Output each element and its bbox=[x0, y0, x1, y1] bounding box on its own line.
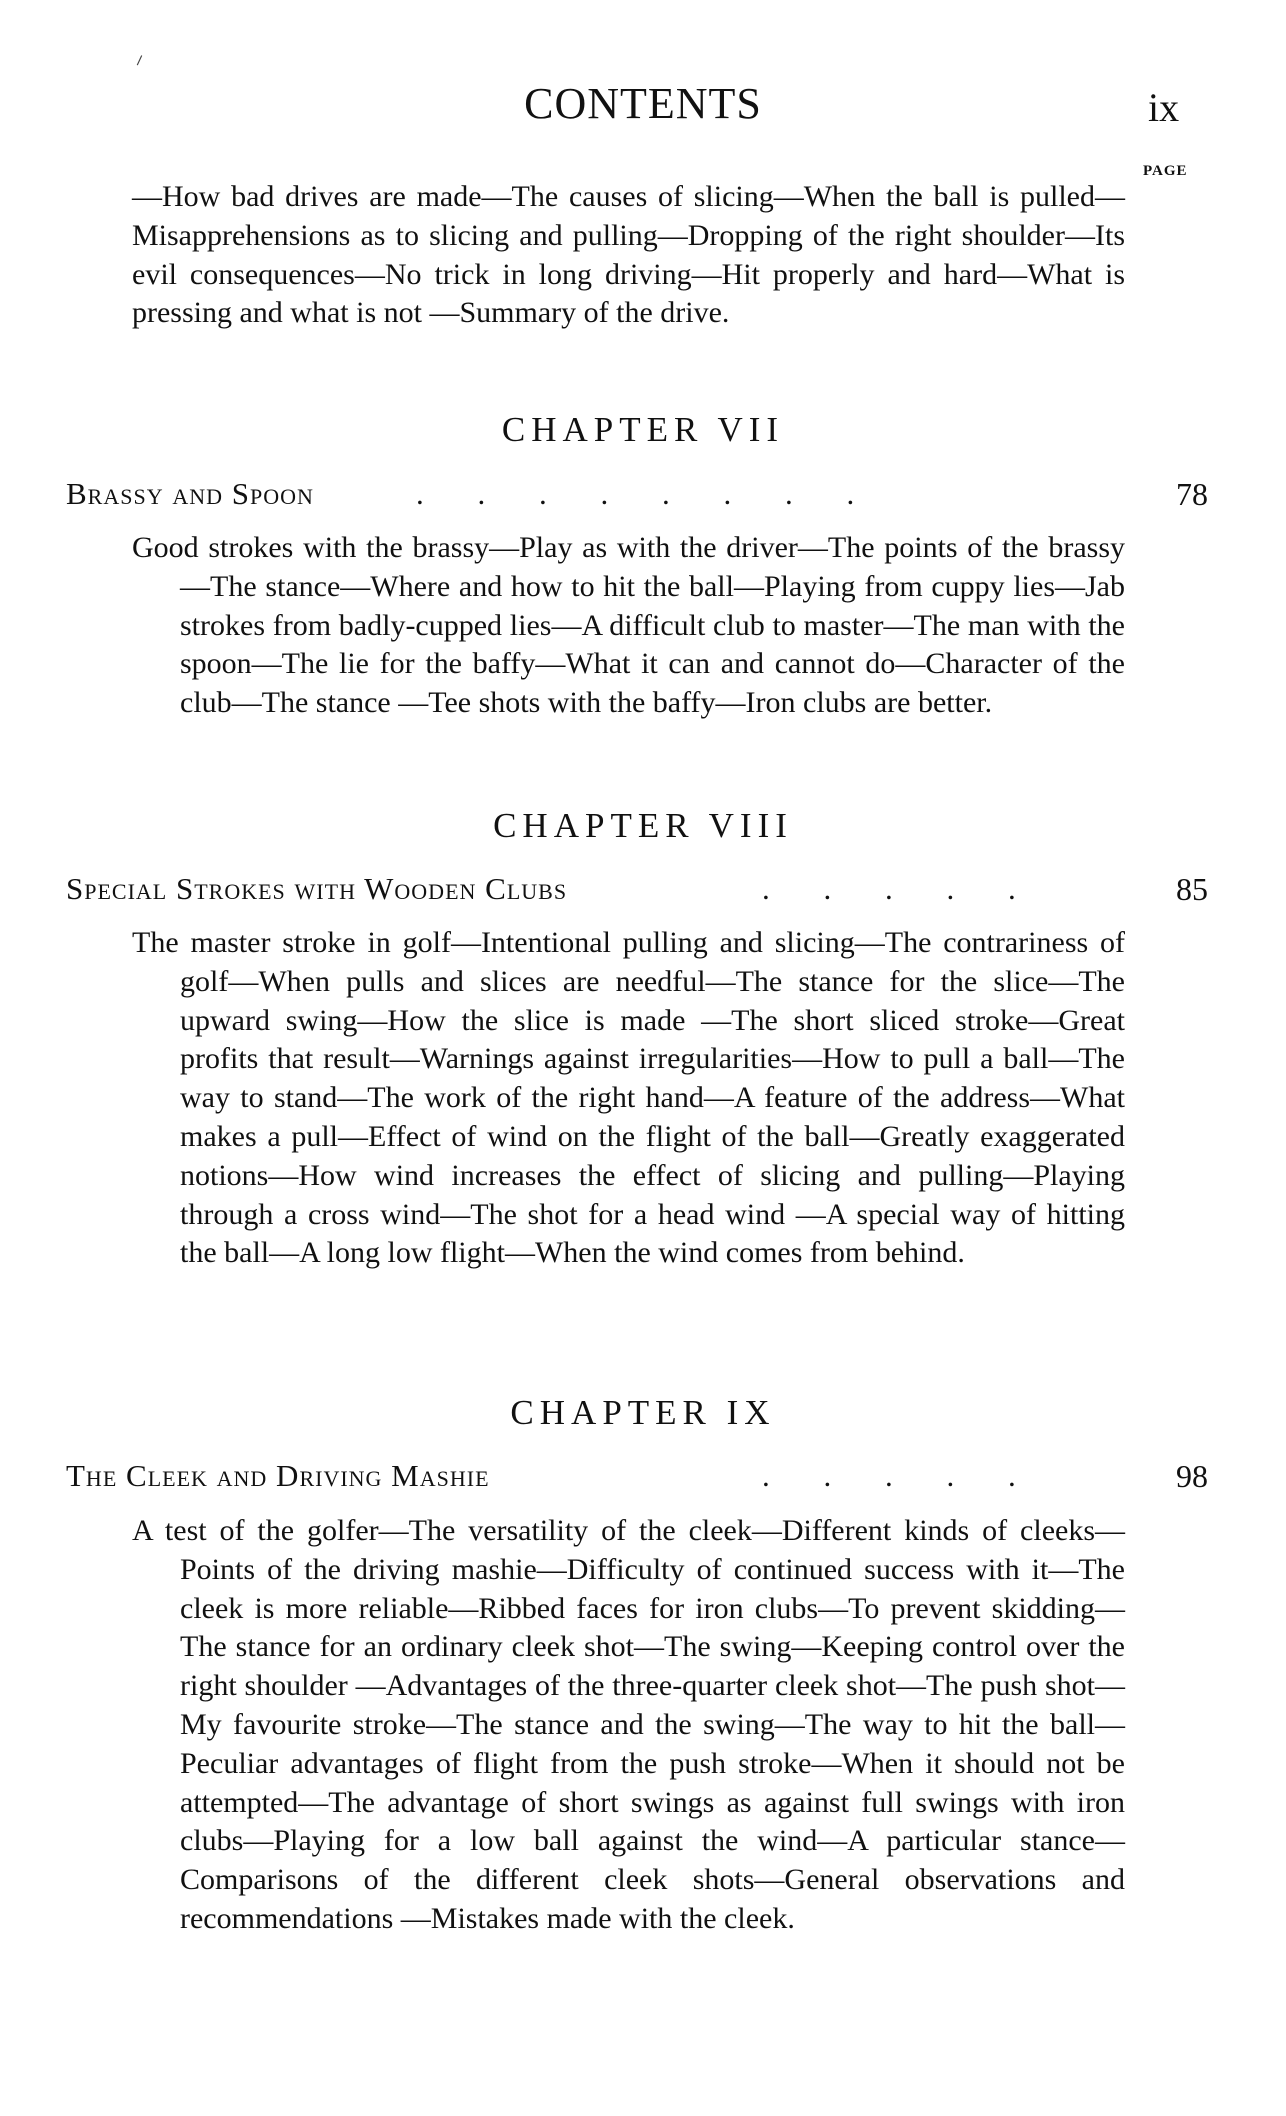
chapter-heading: CHAPTER VIII bbox=[493, 806, 793, 845]
dot-leader: . . . . . . . . bbox=[416, 476, 855, 511]
dot-leader: . . . . . bbox=[762, 1458, 1016, 1493]
chapter-summary: A test of the golfer—The versatility of the cleek—Different kinds of cleeks—Points of the driving mashie—Difficulty of continued success with it—The cleek is more reliable—Ribbed faces for iron clubs—To prevent skidding—The stance for an ordinary cleek shot—The swing—Keeping control over the right shoulder —Advantages of the three-quarter cleek shot—The push shot—My favourite stroke—The stance and the swing—The way to hit the ball—Peculiar advantages of flight from the push stroke—When it should not be attempted—The advantage of short swings as against full swings with iron clubs—Playing for a low ball against the wind—A particular stance—Comparisons of the different cleek shots—General observations and recommendations —Mistakes made with the cleek. bbox=[132, 1514, 1125, 1935]
continued-chapter-summary: —How bad drives are made—The causes of slicing—When the ball is pulled—Misapprehensions as to slicing and pulling—Dropping of the right shoulder—Its evil consequences—No trick in long driving—Hit properly and hard—What is pressing and what is not —Summary of the drive. bbox=[132, 180, 1125, 330]
toc-entry-title: The Cleek and Driving Mashie bbox=[66, 1458, 490, 1493]
toc-entry-title: Brassy and Spoon bbox=[66, 476, 314, 511]
chapter-heading: CHAPTER VII bbox=[501, 410, 785, 449]
toc-entry[interactable] bbox=[66, 871, 1208, 915]
toc-entry[interactable] bbox=[66, 1458, 1208, 1502]
chapter-summary: Good strokes with the brassy—Play as with the driver—The points of the brassy—The stance—Where and how to hit the ball—Playing from cuppy lies—Jab strokes from badly-cupped lies—A difficult club to master—The man with the spoon—The lie for the baffy—What it can and cannot do—Character of the club—The stance —Tee shots with the baffy—Iron clubs are better. bbox=[132, 531, 1125, 720]
toc-entry[interactable] bbox=[66, 476, 1208, 520]
running-head-title: CONTENTS bbox=[524, 79, 762, 128]
toc-entry-page: 85 bbox=[1176, 871, 1208, 907]
chapter-summary: The master stroke in golf—Intentional pulling and slicing—The contrariness of golf—When pulls and slices are needful—The stance for the slice—The upward swing—How the slice is made —The short sliced stroke—Great profits that result—Warnings against irregularities—How to pull a ball—The way to stand—The work of the right hand—A feature of the address—What makes a pull—Effect of wind on the flight of the ball—Greatly exaggerated notions—How wind increases the effect of slicing and pulling—Playing through a cross wind—The shot for a head wind —A special way of hitting the ball—A long low flight—When the wind comes from behind. bbox=[132, 926, 1125, 1270]
stray-pencil-mark: ⸝ bbox=[128, 41, 148, 70]
toc-entry-title: Special Strokes with Wooden Clubs bbox=[66, 871, 568, 906]
toc-entry-page: 98 bbox=[1176, 1458, 1208, 1494]
chapter-heading: CHAPTER IX bbox=[510, 1393, 776, 1432]
page-column-label: PAGE bbox=[1143, 163, 1188, 179]
dot-leader: . . . . . bbox=[762, 871, 1016, 906]
page-number: ix bbox=[1148, 85, 1180, 130]
toc-entry-page: 78 bbox=[1176, 476, 1208, 512]
